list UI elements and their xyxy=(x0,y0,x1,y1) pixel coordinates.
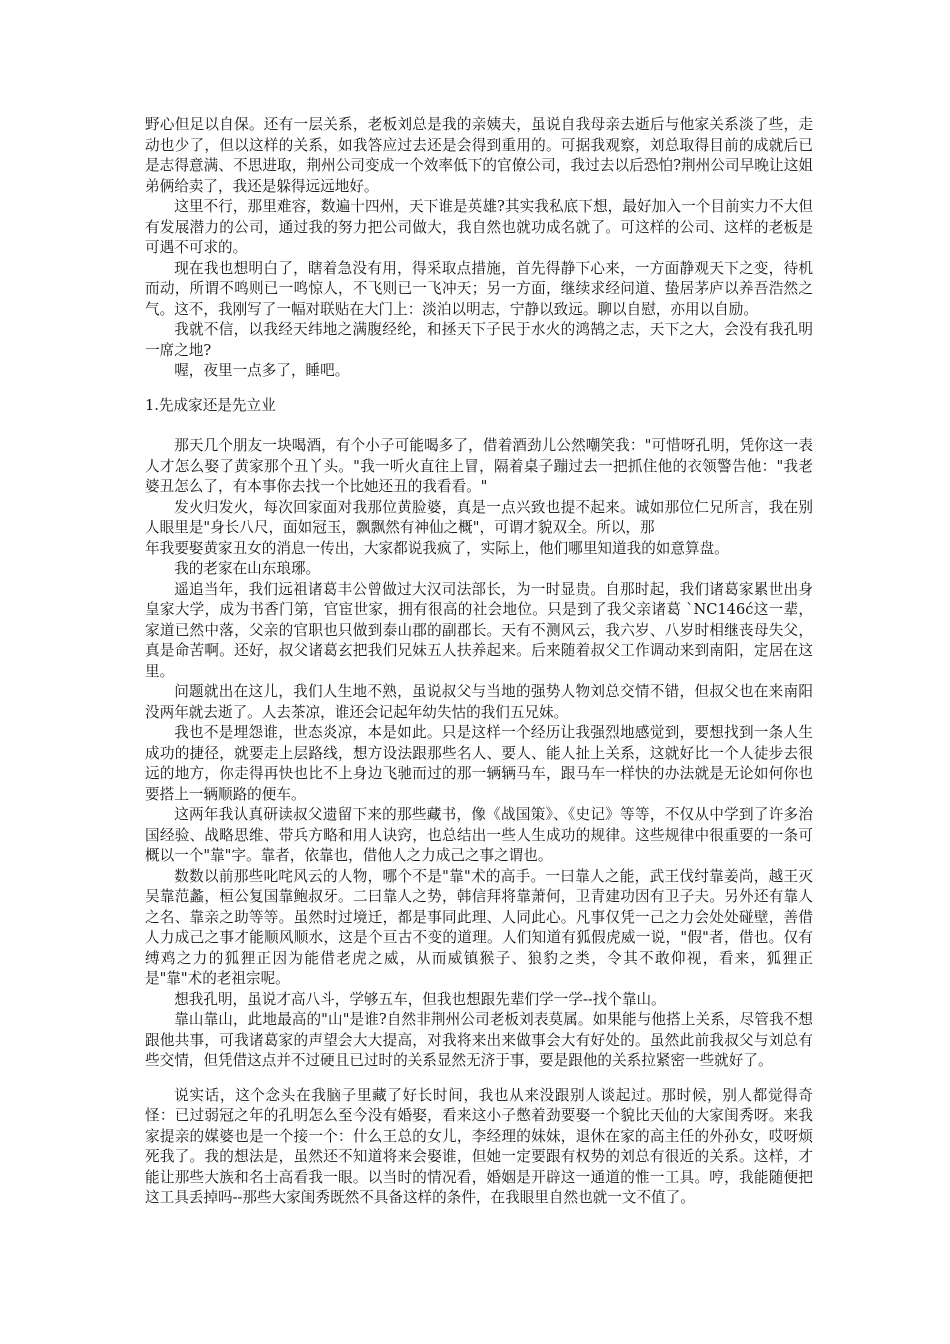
paragraph: 发火归发火，每次回家面对我那位黄脸婆，真是一点兴致也提不起来。诚如那位仁兄所言，我在别人眼里是"身长八尺，面如冠玉，飘飘然有神仙之概"，可谓才貌双全。所以，那 xyxy=(145,498,813,536)
paragraph: 那天几个朋友一块喝酒，有个小子可能喝多了，借着酒劲儿公然嘲笑我："可惜呀孔明，凭你这一表人才怎么娶了黄家那个丑丫头。"我一听火直往上冒，隔着桌子蹦过去一把抓住他的衣领警告他："我老婆丑怎么了，有本事你去找一个比她还丑的我看看。" xyxy=(145,437,813,495)
paragraph: 喔，夜里一点多了，睡吧。 xyxy=(174,362,350,379)
spacer xyxy=(145,416,813,436)
spacer xyxy=(145,382,813,396)
paragraph: 这里不行，那里难容，数遍十四州，天下谁是英雄?其实我私底下想，最好加入一个目前实力不大但有发展潜力的公司，通过我的努力把公司做大，我自然也就功成名就了。可这样的公司、这样的老板是可遇不可求的。 xyxy=(145,198,813,256)
paragraph: 问题就出在这儿，我们人生地不熟，虽说叔父与当地的强势人物刘总交情不错，但叔父也在来南阳没两年就去逝了。人去茶凉，谁还会记起年幼失怙的我们五兄妹。 xyxy=(145,683,813,721)
paragraph: 遥追当年，我们远祖诸葛丰公曾做过大汉司法部长，为一时显贵。自那时起，我们诸葛家累世出身皇家大学，成为书香门第，官宦世家，拥有很高的社会地位。只是到了我父亲诸葛 `NC146ć这一辈，家道已然中落，父亲的官职也只做到泰山郡的副郡长。天有不测风云，我六岁、八岁时相继丧母失父，真是命苦啊。还好，叔父诸葛玄把我们兄妹五人扶养起来。后来随着叔父工作调动来到南阳，定居在这里。 xyxy=(145,580,813,680)
paragraph: 我就不信，以我经天纬地之满腹经纶，和拯天下子民于水火的鸿鹄之志，天下之大，会没有我孔明一席之地? xyxy=(145,321,813,359)
paragraph: 靠山靠山，此地最高的"山"是谁?自然非荆州公司老板刘表莫属。如果能与他搭上关系，尽管我不想跟他共事，可我诸葛家的声望会大大提高，对我将来出来做事会大有好处的。虽然此前我叔父与刘总有些交情，但凭借这点并不过硬且已过时的关系显然无济于事，要是跟他的关系拉紧密一些就好了。 xyxy=(145,1011,813,1069)
section-heading: 1.先成家还是先立业 xyxy=(145,396,276,414)
document-page xyxy=(145,115,813,1209)
paragraph: 数数以前那些叱咤风云的人物，哪个不是"靠"术的高手。一曰靠人之能，武王伐纣靠姜尚，越王灭吴靠范蠡，桓公复国靠鲍叔牙。二曰靠人之势，韩信拜将靠萧何，卫青建功因有卫子夫。另外还有靠人之名、靠亲之助等等。虽然时过境迁，都是事同此理、人同此心。凡事仅凭一己之力会处处碰壁，善借人力成己之事才能顺风顺水，这是个亘古不变的道理。人们知道有狐假虎威一说，"假"者，借也。仅有缚鸡之力的狐狸正因为能借老虎之威，从而威镇猴子、狼豹之类，令其不敢仰视，看来，狐狸正是"靠"术的老祖宗呢。 xyxy=(145,867,813,987)
paragraph: 想我孔明，虽说才高八斗，学够五车，但我也想跟先辈们学一学--找个靠山。 xyxy=(174,990,666,1008)
paragraph: 野心但足以自保。还有一层关系，老板刘总是我的亲姨夫，虽说自我母亲去逝后与他家关系淡了些，走动也少了，但以这样的关系，如我答应过去还是会得到重用的。可据我观察，刘总取得目前的成就后已是志得意满、不思进取，荆州公司变成一个效率低下的官僚公司，我过去以后恐怕?荆州公司早晚让这姐弟俩给卖了，我还是躲得远远地好。 xyxy=(145,116,813,195)
paragraph: 说实话，这个念头在我脑子里藏了好长时间，我也从来没跟别人谈起过。那时候，别人都觉得奇怪：已过弱冠之年的孔明怎么至今没有婚娶，看来这小子憋着劲要娶一个貌比天仙的大家闺秀呀。来我家提亲的媒婆也是一个接一个：什么王总的女儿，李经理的妹妹，退休在家的高主任的外孙女，哎呀烦死我了。我的想法是，虽然还不知道将来会娶谁，但她一定要跟有权势的刘总有很近的关系。这样，才能让那些大族和名士高看我一眼。以当时的情况看，婚姻是开辟这一通道的惟一工具。哼，我能随便把这工具丢掉吗--那些大家闺秀既然不具备这样的条件，在我眼里自然也就一文不值了。 xyxy=(145,1086,813,1206)
spacer xyxy=(145,1072,813,1086)
paragraph: 我也不是埋怨谁，世态炎凉，本是如此。只是这样一个经历让我强烈地感觉到，要想找到一条人生成功的捷径，就要走上层路线，想方设法跟那些名人、要人、能人扯上关系，这就好比一个人徒步去很远的地方，你走得再快也比不上身边飞驰而过的那一辆辆马车，跟马车一样快的办法就是无论如何你也要搭上一辆顺路的便车。 xyxy=(145,724,813,803)
paragraph: 这两年我认真研读叔父遗留下来的那些藏书，像《战国策》、《史记》等等，不仅从中学到了许多治国经验、战略思维、带兵方略和用人诀窍，也总结出一些人生成功的规律。这些规律中很重要的一条可概以一个"靠"字。靠者，依靠也，借他人之力成己之事之谓也。 xyxy=(145,806,813,864)
paragraph: 我的老家在山东琅琊。 xyxy=(174,560,321,577)
paragraph-continuation: 年我要娶黄家丑女的消息一传出，大家都说我疯了，实际上，他们哪里知道我的如意算盘。 xyxy=(145,539,729,557)
paragraph: 现在我也想明白了，瞎着急没有用，得采取点措施，首先得静下心来，一方面静观天下之变，待机而动，所谓不鸣则已一鸣惊人，不飞则已一飞冲天；另一方面，继续求经问道、蛰居茅庐以养吾浩然之气。这不，我刚写了一幅对联贴在大门上：淡泊以明志，宁静以致远。聊以自慰，亦用以自励。 xyxy=(145,259,813,318)
